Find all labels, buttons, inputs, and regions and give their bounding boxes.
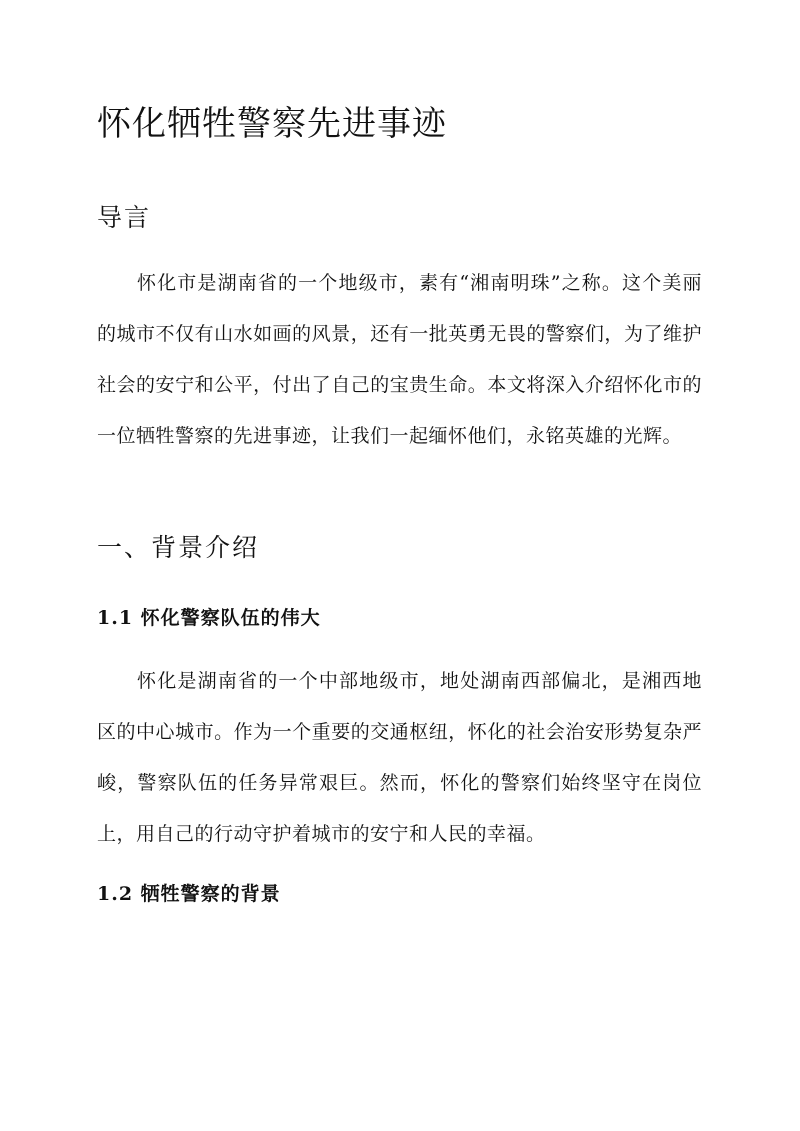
subsection-1-2-heading: 1.2 牺牲警察的背景 <box>97 883 281 905</box>
document-title: 怀化牺牲警察先进事迹 <box>97 104 447 144</box>
subsection-1-1-heading: 1.1 怀化警察队伍的伟大 <box>97 607 321 629</box>
section-1-heading: 一、背景介绍 <box>97 533 260 562</box>
intro-heading: 导言 <box>97 203 152 232</box>
subsection-1-1-paragraph: 怀化是湖南省的一个中部地级市，地处湖南西部偏北，是湘西地区的中心城市。作为一个重要的交通枢纽，怀化的社会治安形势复杂严峻，警察队伍的任务异常艰巨。然而，怀化的警察们始终坚守在岗位上，用自己的行动守护着城市的安宁和人民的幸福。 <box>97 670 702 845</box>
intro-paragraph: 怀化市是湖南省的一个地级市，素有“湘南明珠”之称。这个美丽的城市不仅有山水如画的风景，还有一批英勇无畏的警察们，为了维护社会的安宁和公平，付出了自己的宝贵生命。本文将深入介绍怀化市的一位牺牲警察的先进事迹，让我们一起缅怀他们，永铭英雄的光辉。 <box>97 272 702 447</box>
